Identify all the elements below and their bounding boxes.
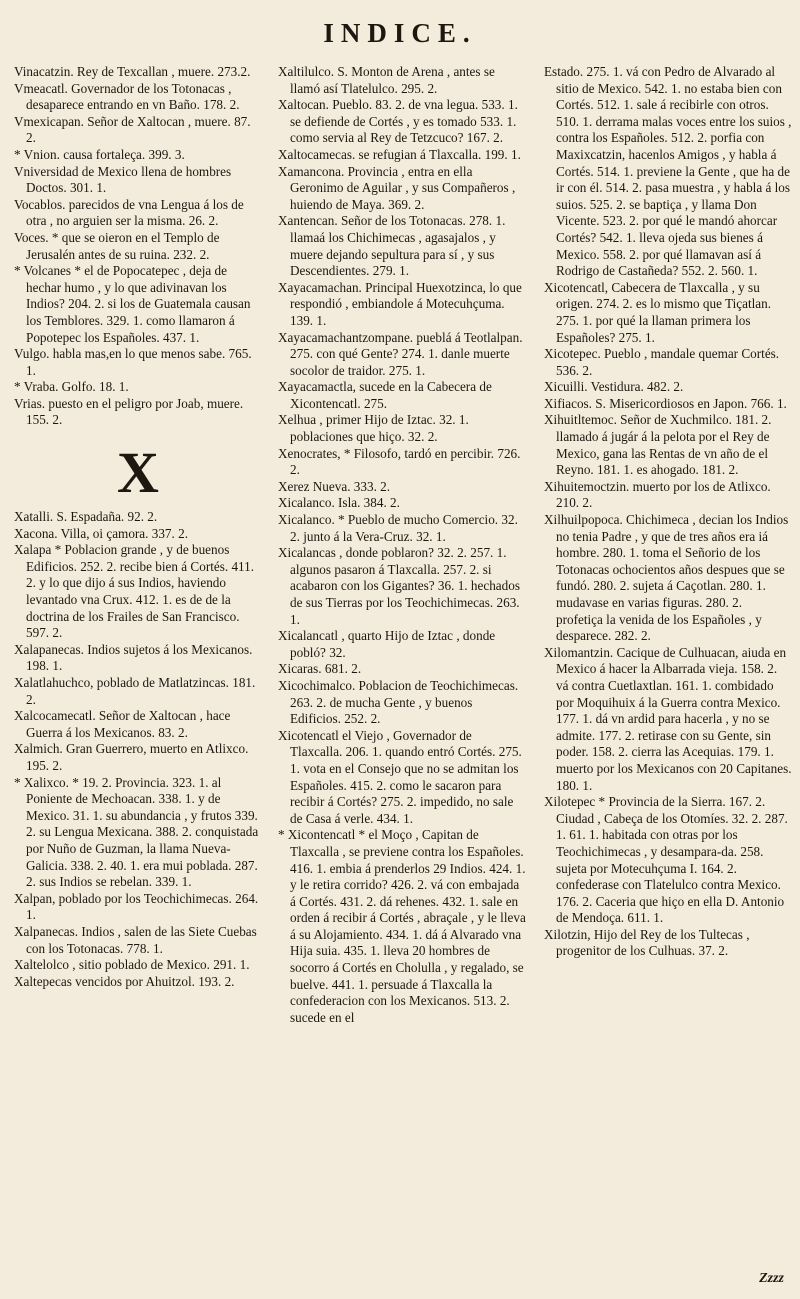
index-entry: Xerez Nueva. 333. 2. xyxy=(278,478,391,494)
index-entry: Xicotencatl, Cabecera de Tlaxcalla , y su origen. 274. 2. es lo mismo que Tiçatlan. 275. 1. por qué la llaman primera los Españoles? 275. 1. xyxy=(544,279,772,345)
index-entry: Xamancona. Provincia , entra en ella Geronimo de Aguilar , y sus Compañeros , huiendo de Maya. 369. 2. xyxy=(278,163,516,212)
column-middle xyxy=(278,64,526,1026)
index-entry: Xicalancatl , quarto Hijo de Iztac , donde pobló? 32. xyxy=(278,628,496,660)
column-middle-entries xyxy=(278,64,526,1026)
index-entry: * Vnion. causa fortaleça. 399. 3. xyxy=(14,146,185,162)
index-entry: Xaltilulco. S. Monton de Arena , antes se llamó así Tlatelulco. 295. 2. xyxy=(278,64,495,96)
index-entry: Xicalanco. * Pueblo de mucho Comercio. 32. 2. junto á la Vera-Cruz. 32. 1. xyxy=(278,512,518,544)
index-entry: Xalapanecas. Indios sujetos á los Mexicanos. 198. 1. xyxy=(14,641,253,674)
index-entry: Xalmich. Gran Guerrero, muerto en Atlixco. 195. 2. xyxy=(14,741,249,773)
index-entry: Xayacamactla, sucede en la Cabecera de Xicontencatl. 275. xyxy=(278,379,492,411)
index-entry: Xicotencatl el Viejo , Governador de Tlaxcalla. 206. 1. quando entró Cortés. 275. 1. vota en el Consejo que no se admitan los Españoles. 415. 2. como le sacaron para recibir á Cortés? 275. 2. impedido, no sale de Casa á verle. 434. 1. xyxy=(278,727,522,826)
index-entry: Xayacamachan. Principal Huexotzinca, lo que respondió , embiandole á Motecuhçuma. 139. 1. xyxy=(278,279,522,328)
index-entry: * Volcanes * el de Popocatepec , deja de hechar humo , y lo que adivinavan los Indios? 204. 2. si los de Guatemala causan los Temblores. 329. 1. como llamaron á Popotepec los Españoles. 437. 1. xyxy=(14,263,251,345)
index-entry: Xenocrates, * Filosofo, tardó en percibir. 726. 2. xyxy=(278,445,521,478)
index-entry: Vrias. puesto en el peligro por Joab, muere. 155. 2. xyxy=(14,395,244,428)
index-entry: Vniversidad de Mexico llena de hombres Doctos. 301. 1. xyxy=(14,163,232,196)
index-entry: Xalpan, poblado por los Teochichimecas. 264. 1. xyxy=(14,890,259,923)
index-entry: Xihuitemoctzin. muerto por los de Atlixco. 210. 2. xyxy=(544,478,771,511)
index-entry: Xicalanco. Isla. 384. 2. xyxy=(278,495,400,511)
index-entry: Xicaras. 681. 2. xyxy=(278,661,362,677)
index-entry: Xicuilli. Vestidura. 482. 2. xyxy=(544,379,684,395)
index-entry: Xihuitltemoc. Señor de Xuchmilco. 181. 2. llamado á jugár á la pelota por el Rey de Mexico, gana las Rentas de vn año de el Reyno. 181. 1. es ahogado. 181. 2. xyxy=(544,412,772,478)
index-entry: Xacona. Villa, oi çamora. 337. 2. xyxy=(14,525,189,541)
index-entry: Xalapa * Poblacion grande , y de buenos Edificios. 252. 2. recibe bien á Cortés. 411. 2. y lo que dijo á sus Indios, haviendo levantado vna Crux. 412. 1. es de de la doctrina de los Frailes de San Francisco. 597. 2. xyxy=(14,542,255,641)
index-entry: Xilomantzin. Cacique de Culhuacan, aiuda en Mexico á hacer la Albarrada vieja. 158. 2. vá contra Cuetlaxtlan. 161. 1. combidado por Moquihuix á la Guerra contra Mexico. 177. 1. dá vn ardid para hacerla , y no se admite. 177. 2. retirase con su Gente, sin poder. 158. 2. cierra las Acequias. 179. 1. muerto por los Mexicanos con 20 Capitanes. 180. 1. xyxy=(544,644,792,793)
index-entry: Vinacatzin. Rey de Texcallan , muere. 273.2. xyxy=(14,64,251,79)
index-entry: Xifiacos. S. Misericordiosos en Japon. 766. 1. xyxy=(544,395,787,411)
index-entry: Xicalancas , donde poblaron? 32. 2. 257. 1. algunos pasaron á Tlaxcalla. 257. 2. si acabaron con los Gigantes? 36. 1. hechados de sus Tierras por los Teochichimecas. 263. 1. xyxy=(278,545,520,627)
index-entry: Xicotepec. Pueblo , mandale quemar Cortés. 536. 2. xyxy=(544,346,780,378)
index-entry: Xilhuilpopoca. Chichimeca , decian los Indios no tenia Padre , y que de tres años era iá hombre. 280. 1. toma el Señorio de los Totonacas ochocientos años despues que se fundó. 280. 2. sujeta á Caçotlan. 280. 1. mudavase en varias figuras. 280. 2. profetiça la venida de los Españoles , y desparece. 282. 2. xyxy=(544,512,789,644)
page-header: INDICE. xyxy=(323,18,477,48)
page-signature: Zzzz xyxy=(759,1271,784,1286)
index-entry: Xayacamachantzompane. pueblá á Teotlalpan. 275. con qué Gente? 274. 1. danle muerte socolor de traidor. 275. 1. xyxy=(278,329,523,378)
section-letter-x: X xyxy=(117,440,159,506)
index-entry: Vmexicapan. Señor de Xaltocan , muere. 87. 2. xyxy=(14,113,251,146)
index-entry: Xaltocan. Pueblo. 83. 2. de vna legua. 533. 1. se defiende de Cortés , y es tomado 533. 1. como servia al Rey de Tetzcuco? 167. 2. xyxy=(278,97,518,146)
column-right xyxy=(544,64,792,960)
section-x-entries xyxy=(14,509,262,990)
index-entry: Xicochimalco. Poblacion de Teochichimecas. 263. 2. de mucha Gente , y buenos Edificios. 252. 2. xyxy=(278,677,519,727)
index-entry: Estado. 275. 1. vá con Pedro de Alvarado al sitio de Mexico. 542. 1. no estaba bien con Cortés. 512. 1. sale á recibirle con otros. 510. 1. derrama malas voces entre los suios , contra los Españoles. 512. 2. porfia con Maxixcatzin, hacenlos Amigos , y habla á Cortés. 514. 1. previene la Gente , que ha de ir con él. 514. 2. pasa muestra , y habla á los suios. 525. 2. se baptiça , y llama Don Vicente. 523. 2. por qué le mandó ahorcar Cortés? 542. 1. lleva ojeda sus bienes á Mexico. 558. 2. por qué llamavan así á Rodrigo de Castañeda? 552. 2. 560. 1. xyxy=(544,64,792,279)
column-right-entries xyxy=(544,64,792,960)
column-left xyxy=(14,64,262,990)
index-entry: Voces. * que se oieron en el Templo de Jerusalén antes de su ruina. 232. 2. xyxy=(14,229,220,262)
index-entry: Xalcocamecatl. Señor de Xaltocan , hace Guerra á los Mexicanos. 83. 2. xyxy=(14,708,231,740)
index-entry: Xantencan. Señor de los Totonacas. 278. 1. llamaá los Chichimecas , agasajalos , y muere dejando sepultura para sí , y sus Descendientes. 279. 1. xyxy=(278,213,506,279)
index-entry: Xalatlahuchco, poblado de Matlatzincas. 181. 2. xyxy=(14,675,256,707)
index-entry: Xaltocamecas. se refugian á Tlaxcalla. 199. 1. xyxy=(278,146,521,162)
index-entry: Vmeacatl. Governador de los Totonacas , desaparece entrando en vn Baño. 178. 2. xyxy=(14,80,240,113)
index-entry: Vulgo. habla mas,en lo que menos sabe. 765. 1. xyxy=(14,346,252,378)
index-entry: * Xalixco. * 19. 2. Provincia. 323. 1. al Poniente de Mechoacan. 338. 1. y de Mexico. 31. 1. su abundancia , y frutos 339. 2. su Lengua Mexicana. 388. 2. conquistada por Nuño de Guzman, la llama Nueva-Galicia. 338. 2. 40. 1. era mui poblada. 287. 2. sus Indios se rebelan. 339. 1. xyxy=(14,774,259,890)
index-entry: * Xicontencatl * el Moço , Capitan de Tlaxcalla , se previene contra los Españoles. 416. 1. embia á prenderlos 29 Indios. 424. 1. y le retira corrido? 426. 2. vá con embajada á Cortés. 431. 2. dá rehenes. 432. 1. sale en orden á recibir á Cortés , abraçale , y le lleva á su Alojamiento. 434. 1. dá á Alvarado vna Hija suia. 435. 1. lleva 20 hombres de socorro á Cortés en Cholulla , y regalado, se buelve. 441. 1. persuade á Tlaxcalla la confederacion con los Mexicanos. 513. 2. sucede en el xyxy=(278,827,526,1025)
index-entry: Xaltepecas vencidos por Ahuitzol. 193. 2. xyxy=(14,973,235,989)
index-entry: Xilotepec * Provincia de la Sierra. 167. 2. Ciudad , Cabeça de los Otomíes. 32. 2. 287. 1. 61. 1. habitada con otras por los Teochichimecas , y desampara-da. 258. sujeta por Motecuhçuma I. 164. 2. confederase con Tlatelulco contra Mexico. 176. 2. Caceria que hiço en ella D. Antonio de Mendoça. 611. 1. xyxy=(544,794,788,926)
column-left-entries xyxy=(14,64,262,429)
index-entry: * Vraba. Golfo. 18. 1. xyxy=(14,379,129,395)
index-entry: Xilotzin, Hijo del Rey de los Tultecas , progenitor de los Culhuas. 37. 2. xyxy=(544,926,750,959)
index-entry: Vocablos. parecidos de vna Lengua á los de otra , no arguien ser la misma. 26. 2. xyxy=(14,196,244,229)
index-entry: Xaltelolco , sitio poblado de Mexico. 291. 1. xyxy=(14,957,250,973)
index-entry: Xatalli. S. Espadaña. 92. 2. xyxy=(14,509,158,525)
index-entry: Xalpanecas. Indios , salen de las Siete Cuebas con los Totonacas. 778. 1. xyxy=(14,923,257,956)
index-entry: Xelhua , primer Hijo de Iztac. 32. 1. poblaciones que hiço. 32. 2. xyxy=(278,412,469,445)
